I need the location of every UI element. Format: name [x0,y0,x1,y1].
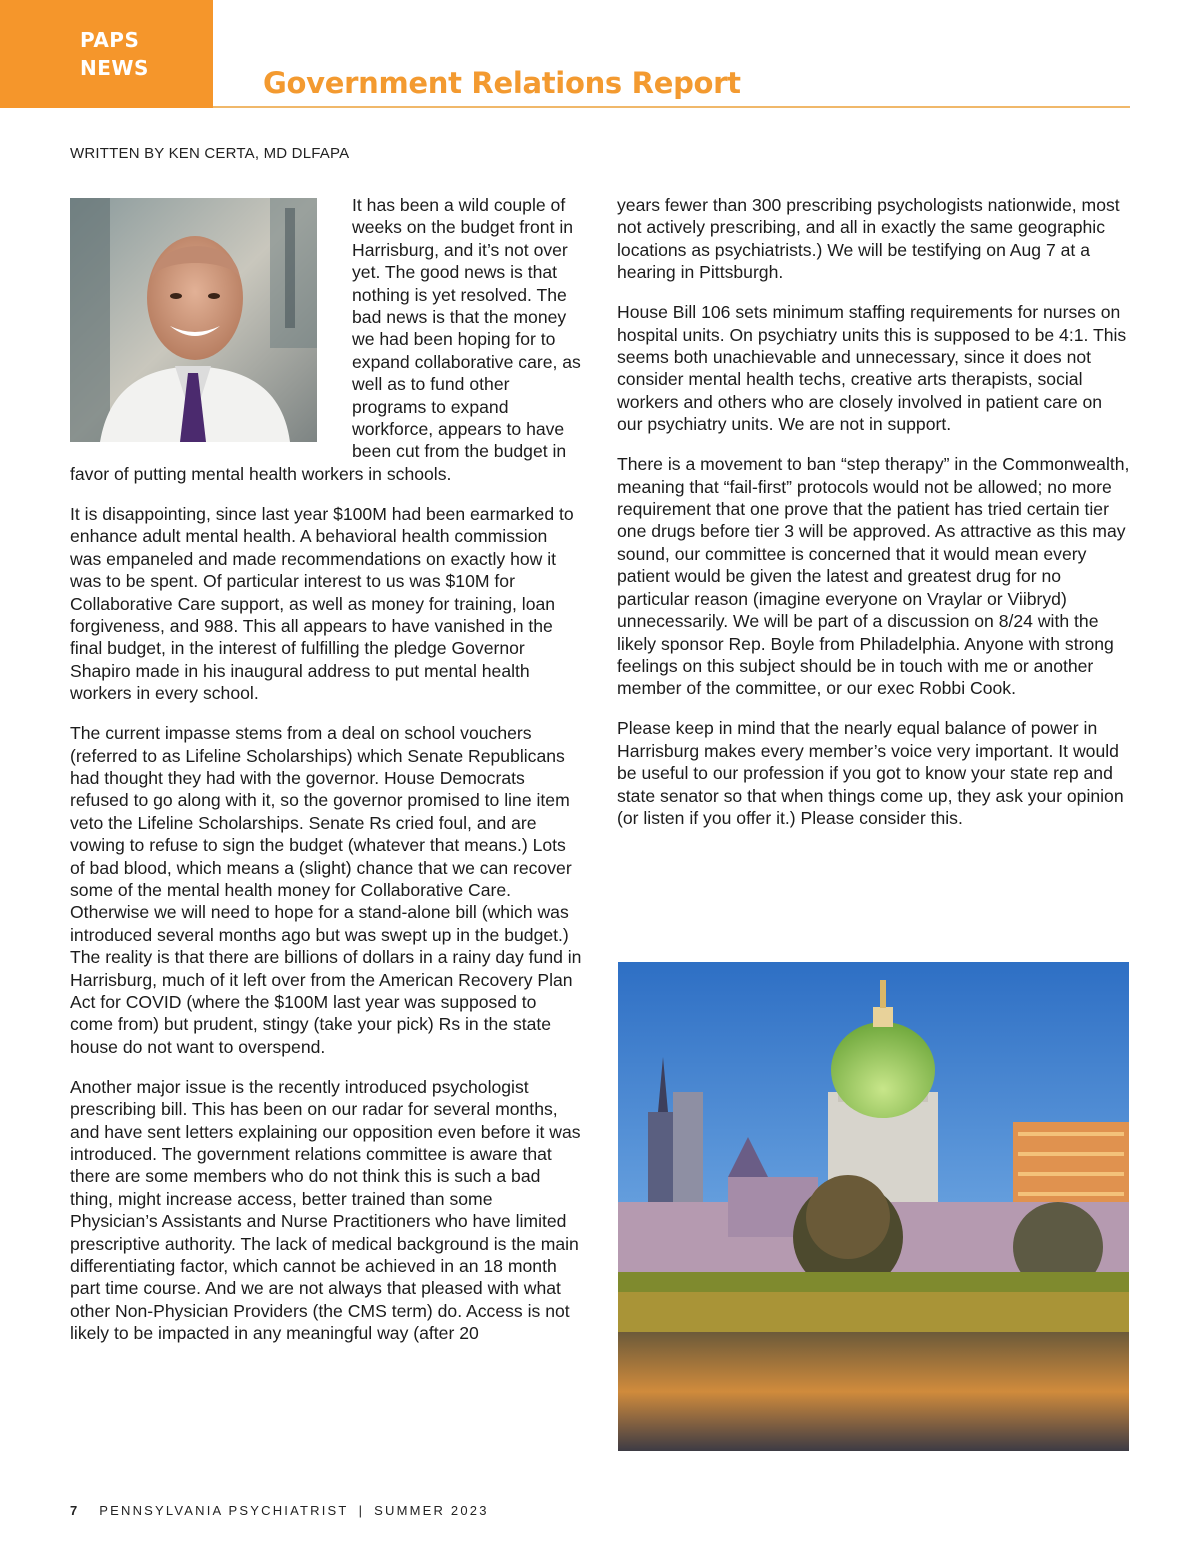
title-divider [213,106,1130,108]
harrisburg-capitol-photo [618,962,1129,1451]
page-number: 7 [70,1503,78,1518]
byline: WRITTEN BY KEN CERTA, MD DLFAPA [70,145,350,162]
page-footer [70,1503,489,1518]
paragraph-2: It is disappointing, since last year $100M had been earmarked to enhance adult mental health. A behavioral health commission was empaneled and made recommendations on exactly how it was to be spent. Of particular interest to us was $10M for Collaborative Care support, as well as money for training, loan forgiveness, and 988. This all appears to have vanished in the final budget, in the interest of fulfilling the pledge Governor Shapiro made in his inaugural address to put mental health workers in every school. [70,503,574,704]
paragraph-5: years fewer than 300 prescribing psychologists nationwide, most not actively prescribing, and all in exactly the same geographic locations as psychiatrists.) We will be testifying on Aug 7 at a hearing in Pittsburgh. [617,195,1120,283]
paragraph-6: House Bill 106 sets minimum staffing requirements for nurses on hospital units. On psychiatry units this is supposed to be 4:1. This seems both unachievable and unnecessary, since it does not consider mental health techs, creative arts therapists, social workers and others who are closely involved in patient care on our psychiatry units. We are not in support. [617,302,1127,435]
article-column-right [617,194,1131,847]
paragraph-3: The current impasse stems from a deal on school vouchers (referred to as Lifeline Scholarships) which Senate Republicans had thought they had with the governor. House Democrats refused to go along with it, so the governor promised to line item veto the Lifeline Scholarships. Senate Rs cried foul, and are vowing to refuse to sign the budget (whatever that means.) Lots of bad blood, which means a (slight) chance that we can recover some of the mental health money for Collaborative Care. Otherwise we will need to hope for a stand-alone bill (which was introduced several months ago but was swept up in the budget.) The reality is that there are billions of dollars in a rainy day fund in Harrisburg, much of it left over from the American Recovery Plan Act for COVID (where the $100M last year was supposed to come from) but prudent, stingy (take your pick) Rs in the state house do not want to overspend. [70,723,582,1057]
section-tab-line1: PAPS [80,28,140,52]
portrait-photo [70,198,317,442]
paragraph-8: Please keep in mind that the nearly equal balance of power in Harrisburg makes every member’s voice very important. It would be useful to our profession if you got to know your state rep and state senator so that when things come up, they ask your opinion (or listen if you offer it.) Please consider this. [617,718,1124,828]
article-column-left [70,194,582,1362]
issue-name: SUMMER 2023 [374,1503,489,1518]
page-title: Government Relations Report [263,66,741,100]
footer-separator: | [358,1503,365,1518]
section-tab [0,0,213,108]
section-tab-line2: NEWS [80,56,149,80]
paragraph-4: Another major issue is the recently introduced psychologist prescribing bill. This has been on our radar for several months, and have sent letters explaining our opposition even before it was introduced. The government relations committee is aware that there are some members who do not think this is such a bad thing, might increase access, better trained than some Physician’s Assistants and Nurse Practitioners who have limited prescriptive authority. The lack of medical background is the main differentiating factor, which cannot be achieved in an 18 month part time course. And we are not always that pleased with what other Non-Physician Providers (the CMS term) do. Access is not likely to be impacted in any meaningful way (after 20 [70,1076,581,1344]
paragraph-1: It has been a wild couple of weeks on the budget front in Harrisburg, and it’s not over yet. The good news is that nothing is yet resolved. The bad news is that the money we had been hoping for to expand collaborative care, as well as to fund other programs to expand workforce, appears to have been cut from the budget in favor of putting mental health workers in schools. [70,195,581,484]
paragraph-7: There is a movement to ban “step therapy” in the Commonwealth, meaning that “fail-first” protocols would not be allowed; no more requirement that one prove that the patient has tried certain tier one drugs before tier 3 will be approved. As attractive as this may sound, our committee is concerned that it would mean every patient would be given the latest and greatest drug for no particular reason (imagine everyone on Vraylar or Viibryd) unnecessarily. We will be part of a discussion on 8/24 with the likely sponsor Rep. Boyle from Philadelphia. Anyone with strong feelings on this subject should be in touch with me or another member of the committee, or our exec Robbi Cook. [617,454,1130,699]
publication-name: PENNSYLVANIA PSYCHIATRIST [99,1503,349,1518]
